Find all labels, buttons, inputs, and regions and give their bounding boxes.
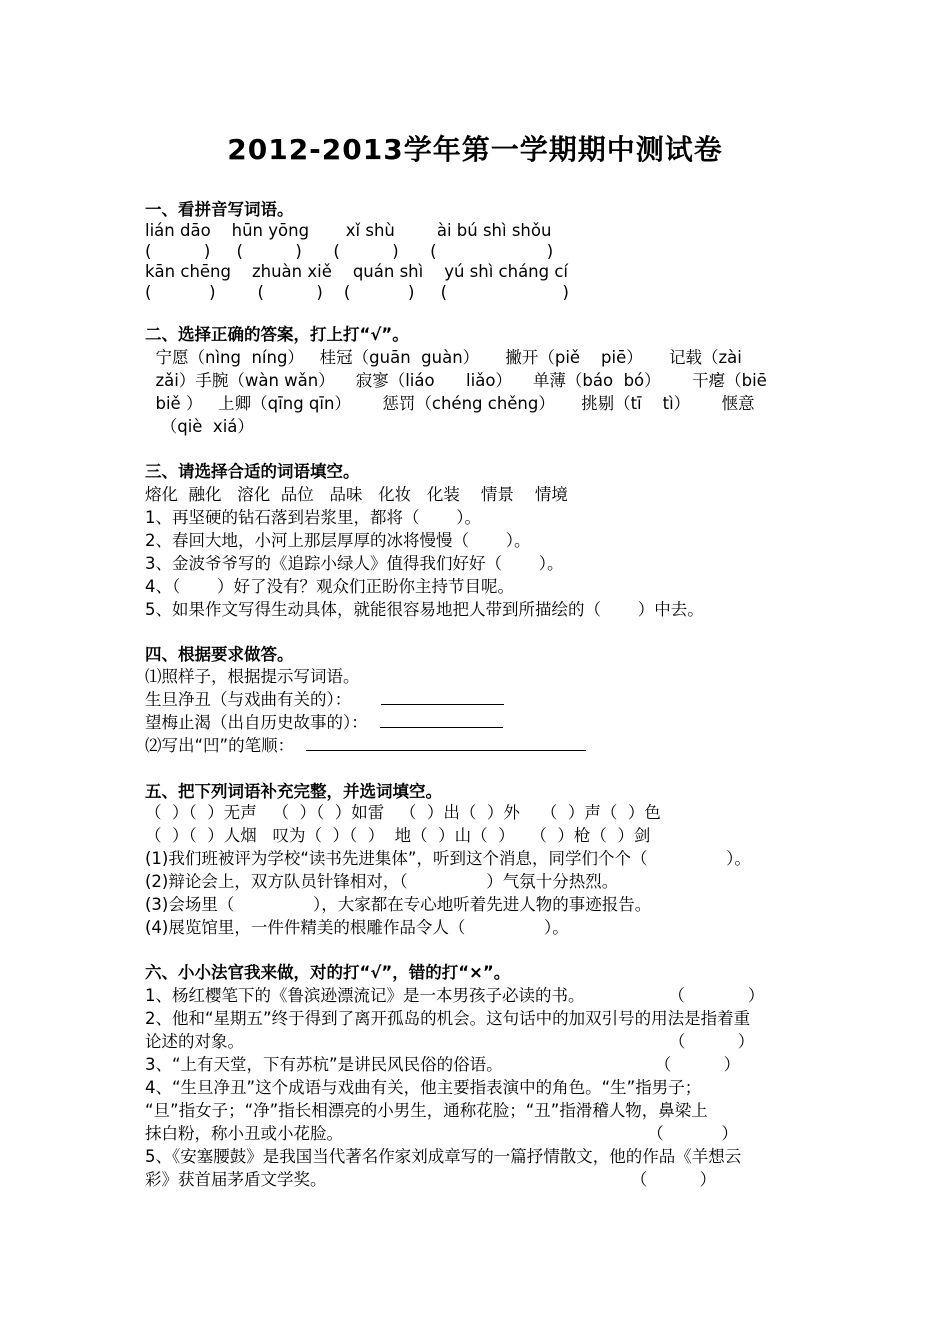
prompt-text: 望梅止渴（出自历史故事的）： xyxy=(145,713,368,732)
section-6-heading: 六、小小法官我来做，对的打“√”，错的打“×”。 xyxy=(145,963,511,982)
judge-line: 1、杨红樱笔下的《鲁滨逊漂流记》是一本男孩子必读的书。 （ ） xyxy=(145,986,765,1005)
judge-line: 5、《安塞腰鼓》是我国当代著名作家刘成章写的一篇抒情散文，他的作品《羊想云 xyxy=(145,1147,742,1166)
instruction: ⑴照样子，根据提示写词语。 xyxy=(145,667,360,686)
section-2-heading: 二、选择正确的答案，打上打“√”。 xyxy=(145,325,409,344)
section-3-heading: 三、请选择合适的词语填空。 xyxy=(145,462,360,481)
choice-line: 宁愿（nìng níng） 桂冠（guān guàn） 撇开（piě piē） 记载（zài xyxy=(145,348,742,367)
question: 3、金波爷爷写的《追踪小绿人》值得我们好好（ ）。 xyxy=(145,554,564,573)
prompt-text: 生旦净丑（与戏曲有关的）： xyxy=(145,690,352,709)
prompt-line xyxy=(145,712,503,734)
judge-line: 彩》获首届茅盾文学奖。 （ ） xyxy=(145,1170,717,1189)
question: 4、（ ）好了没有？观众们正盼你主持节目呢。 xyxy=(145,577,514,596)
section-4-heading: 四、根据要求做答。 xyxy=(145,645,294,664)
prompt-line xyxy=(145,735,586,757)
prompt-line xyxy=(145,689,504,711)
pinyin-line: lián dāo hūn yōng xǐ shù ài bú shì shǒu xyxy=(145,221,552,240)
question: (1)我们班被评为学校“读书先进集体”，听到这个消息，同学们个个（ ）。 xyxy=(145,849,751,868)
pinyin-line: kān chēng zhuàn xiě quán shì yú shì cháng cí xyxy=(145,262,569,281)
answer-line xyxy=(380,713,503,728)
answer-line xyxy=(381,690,504,705)
question: (2)辩论会上，双方队员针锋相对，（ ）气氛十分热烈。 xyxy=(145,872,619,891)
section-5-heading: 五、把下列词语补充完整，并选词填空。 xyxy=(145,782,442,801)
judge-line: 抹白粉，称小丑或小花脸。 （ ） xyxy=(145,1124,738,1143)
question: (4)展览馆里，一件件精美的根雕作品令人（ ）。 xyxy=(145,918,569,937)
answer-blanks: ( ) ( ) ( ) ( ) xyxy=(145,283,569,302)
choice-line: biě ） 上卿（qīng qīn） 惩罚（chéng chěng） 挑剔（tī tì） 惬意 xyxy=(145,394,755,413)
judge-line: 论述的对象。 （ ） xyxy=(145,1032,755,1051)
word-bank: 熔化 融化 溶化 品位 品味 化妆 化装 情景 情境 xyxy=(145,485,568,504)
fill-line: （ ）（ ）无声 （ ）（ ）如雷 （ ）出（ ）外 （ ）声（ ）色 xyxy=(145,803,661,822)
fill-line: （ ）（ ）人烟 叹为（ ）（ ） 地（ ）山（ ） （ ）枪（ ）剑 xyxy=(145,826,651,845)
answer-line xyxy=(306,736,586,751)
section-1-heading: 一、看拼音写词语。 xyxy=(145,200,294,219)
prompt-text: ⑵写出“凹”的笔顺： xyxy=(145,736,295,755)
choice-line: （qiè xiá） xyxy=(145,417,254,436)
answer-blanks: ( ) ( ) ( ) ( ) xyxy=(145,242,554,261)
judge-line: 3、“上有天堂，下有苏杭”是讲民风民俗的俗语。 （ ） xyxy=(145,1055,741,1074)
question: 1、再坚硬的钻石落到岩浆里，都将（ ）。 xyxy=(145,508,481,527)
question: (3)会场里（ ），大家都在专心地听着先进人物的事迹报告。 xyxy=(145,895,652,914)
page-title: 2012-2013学年第一学期期中测试卷 xyxy=(227,133,723,166)
choice-line: zǎi）手腕（wàn wǎn） 寂寥（liáo liǎo） 单薄（báo bó） 干瘪（biē xyxy=(145,371,767,390)
judge-line: “旦”指女子；“净”指长相漂亮的小男生，通称花脸；“丑”指滑稽人物，鼻梁上 xyxy=(145,1101,708,1120)
judge-line: 4、“生旦净丑”这个成语与戏曲有关，他主要指表演中的角色。“生”指男子； xyxy=(145,1078,702,1097)
judge-line: 2、他和“星期五”终于得到了离开孤岛的机会。这句话中的加双引号的用法是指着重 xyxy=(145,1009,751,1028)
question: 5、如果作文写得生动具体，就能很容易地把人带到所描绘的（ ）中去。 xyxy=(145,600,704,619)
question: 2、春回大地，小河上那层厚厚的冰将慢慢（ ）。 xyxy=(145,531,531,550)
